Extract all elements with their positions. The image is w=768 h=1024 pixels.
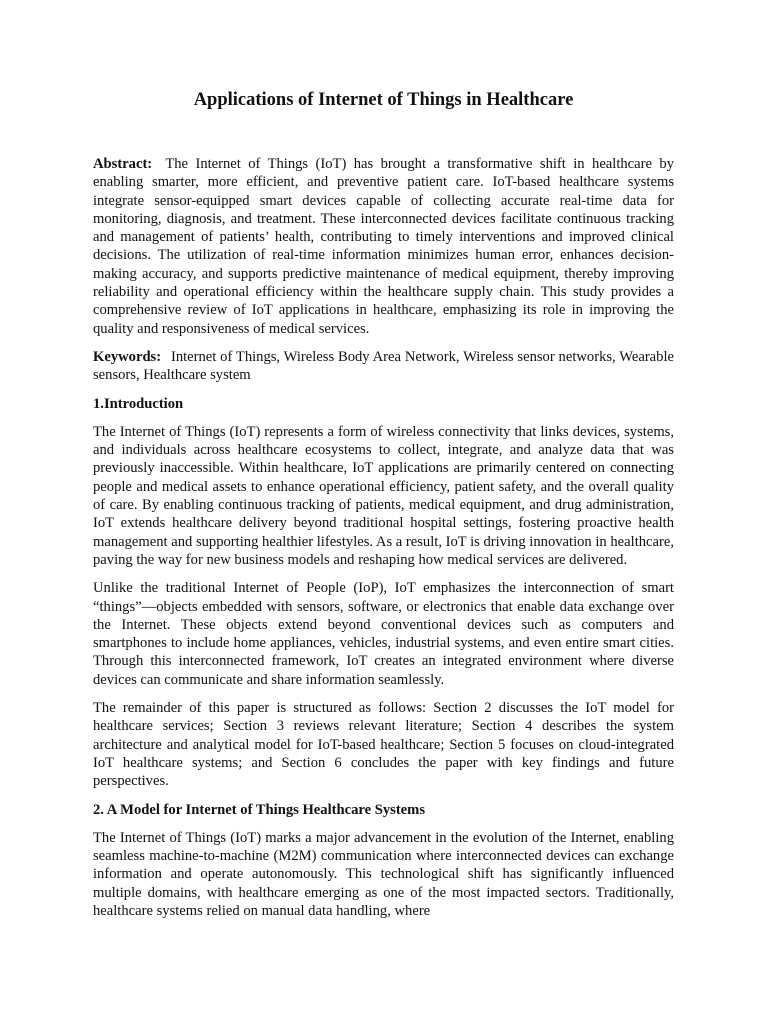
abstract-text: The Internet of Things (IoT) has brought a transformative shift in healthcare by enabling smarter, more efficient, and preventive patient care. IoT-based healthcare systems integrate sensor-equipped smart devices capable of collecting accurate real-time data for monitoring, diagnosis, and treatment. These interconnected devices facilitate continuous tracking and management of patients’ health, contributing to timely interventions and improved clinical decisions. The utilization of real-time information minimizes human error, enhances decision-making accuracy, and supports predictive maintenance of medical equipment, thereby improving reliability and operational efficiency within the healthcare supply chain. This study provides a comprehensive review of IoT applications in healthcare, emphasizing its role in improving the quality and responsiveness of medical services. [93,156,674,337]
abstract [93,155,674,338]
intro-paragraph-1: The Internet of Things (IoT) represents a form of wireless connectivity that links devices, systems, and individuals across healthcare ecosystems to collect, integrate, and analyze data that was previously inaccessible. Within healthcare, IoT applications are primarily centered on connecting people and medical assets to enhance operational efficiency, patient safety, and the overall quality of care. By enabling continuous tracking of patients, medical equipment, and drug administration, IoT extends healthcare delivery beyond traditional hospital settings, fostering proactive health management and supporting healthier lifestyles. As a result, IoT is driving innovation in healthcare, paving the way for new business models and reshaping how medical services are delivered. [93,423,674,568]
section-heading-introduction: 1.Introduction [93,395,184,412]
model-paragraph-1: The Internet of Things (IoT) marks a major advancement in the evolution of the Internet, enabling seamless machine-to-machine (M2M) communication where interconnected devices can exchange information and operate autonomously. This technological shift has significantly influenced multiple domains, with healthcare emerging as one of the most impacted sectors. Traditionally, healthcare systems relied on manual data handling, where [93,829,674,919]
abstract-label: Abstract: [93,156,153,172]
document-page [93,88,674,920]
intro-paragraph-3: The remainder of this paper is structured as follows: Section 2 discusses the IoT model for healthcare services; Section 3 reviews relevant literature; Section 4 describes the system architecture and analytical model for IoT-based healthcare; Section 5 focuses on cloud-integrated IoT healthcare systems; and Section 6 concludes the paper with key findings and future perspectives. [93,700,674,790]
keywords-text: Internet of Things, Wireless Body Area Network, Wireless sensor networks, Wearable sensors, Healthcare system [93,348,674,384]
document-title: Applications of Internet of Things in Healthcare [193,90,574,110]
section-heading-model: 2. A Model for Internet of Things Healthcare Systems [93,801,425,818]
intro-paragraph-2: Unlike the traditional Internet of People (IoP), IoT emphasizes the interconnection of smart “things”—objects embedded with sensors, software, or electronics that enable data exchange over the Internet. These objects extend beyond conventional devices such as computers and smartphones to include home appliances, vehicles, industrial systems, and even entire smart cities. Through this interconnected framework, IoT creates an integrated environment where diverse devices can communicate and share information seamlessly. [93,580,674,688]
keywords [93,348,674,385]
keywords-label: Keywords: [93,348,162,365]
